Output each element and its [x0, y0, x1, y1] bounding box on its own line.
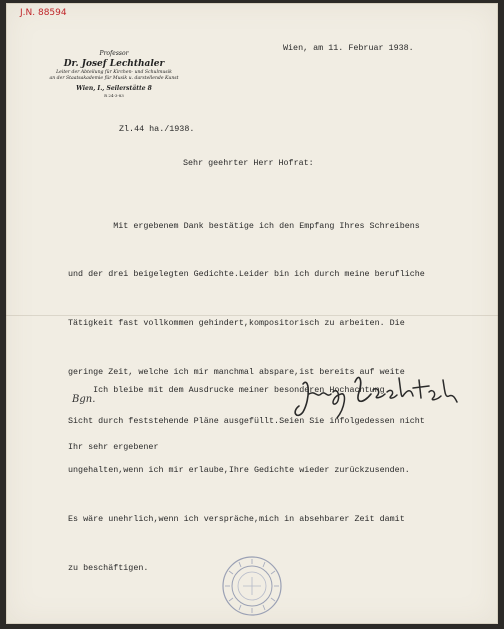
- letterhead-position: Leiter der Abteilung für Kirchen- und Schulmusik: [56, 70, 172, 75]
- letter-sheet: [6, 3, 498, 624]
- body-line: geringe Zeit, welche ich mir manchmal absparе,ist bereits auf weite: [68, 367, 405, 378]
- body-line: und der drei beigelegten Gedichte.Leider bin ich durch meine berufliche: [68, 269, 425, 280]
- body-line: ungehalten,wenn ich mir erlaube,Ihre Gedichte wieder zurückzusenden.: [68, 465, 410, 476]
- body-line: Es wäre unehrlich,wenn ich verspräche,mich in absehbarer Zeit damit: [68, 513, 405, 524]
- salutation: Sehr geehrter Herr Hofrat:: [183, 158, 314, 168]
- letterhead-title: Professor: [99, 50, 129, 57]
- handwritten-signature: [289, 368, 464, 423]
- body-line: Mit ergebenem Dank bestätige ich den Empfang Ihres Schreibens: [68, 220, 420, 231]
- archive-stamp: [221, 555, 283, 617]
- letterhead: [34, 50, 194, 99]
- letterhead-name: Dr. Josef Lechthaler: [63, 59, 165, 69]
- letterhead-institution: an der Staatsakademie für Musik u. darstellende Kunst: [49, 76, 179, 82]
- body-line: zu beschäftigen.: [68, 562, 149, 573]
- letterhead-phone: R 24-3-83: [104, 92, 124, 98]
- body-line: Tätigkeit fast vollkommen gehindert,kompositorisch zu arbeiten. Die: [68, 318, 405, 329]
- reference-number: Zl.44 ha./1938.: [119, 124, 195, 134]
- archive-number: J.N. 88594: [20, 8, 67, 18]
- letterhead-address: Wien, I., Seilerstätte 8: [76, 84, 152, 92]
- handwritten-abbreviation: Bgn.: [72, 394, 96, 405]
- body-line: Sicht durch feststehende Pläne ausgefüllt.Seien Sie infolgedessen nicht: [68, 416, 425, 427]
- closing-line: Ich bleibe mit dem Ausdrucke meiner besonderen Hochachtung: [68, 385, 385, 395]
- letter-date: Wien, am 11. Februar 1938.: [283, 43, 414, 53]
- closing-line: Ihr sehr ergebener: [68, 442, 159, 452]
